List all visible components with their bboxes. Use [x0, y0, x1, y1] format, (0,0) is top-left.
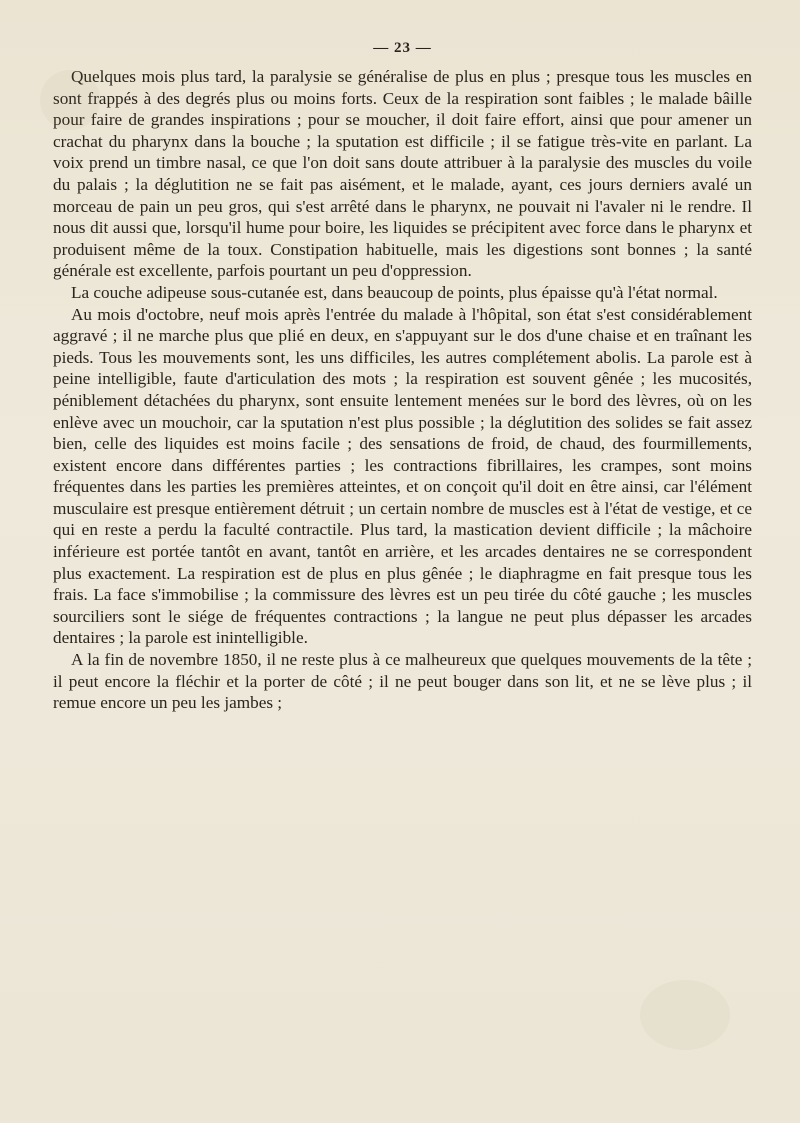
- paper-stain: [640, 980, 730, 1050]
- paragraph: Au mois d'octobre, neuf mois après l'entrée du malade à l'hôpital, son état s'est considérablement aggravé ; il ne marche plus que plié en deux, en s'appuyant sur le dos d'une chaise et en traînant les pieds. Tous les mouvements sont, les uns difficiles, les autres complétement abolis. La parole est à peine intelligible, faute d'articulation des mots ; la respiration est souvent gênée ; les mucosités, péniblement détachées du pharynx, sont ensuite lentement menées sur le bord des lèvres, où on les enlève avec un mouchoir, car la sputation n'est plus possible ; la déglutition des solides se fait assez bien, celle des liquides est moins facile ; des sensations de froid, de chaud, des fourmillements, existent encore dans différentes parties ; les contractions fibrillaires, les crampes, sont moins fréquentes dans les parties les premières atteintes, et on conçoit qu'il doit en être ainsi, car l'élément musculaire est presque entièrement détruit ; un certain nombre de muscles est à l'état de vestige, et ce qui en reste a perdu la faculté contractile. Plus tard, la mastication devient difficile ; la mâchoire inférieure est portée tantôt en avant, tantôt en arrière, et les arcades dentaires ne se correspondent plus exactement. La respiration est de plus en plus gênée ; le diaphragme en fait presque tous les frais. La face s'immobilise ; la commissure des lèvres est un peu tirée du côté gauche ; les muscles sourciliers sont le siége de fréquentes contractions ; la langue ne peut plus dépasser les arcades dentaires ; la parole est inintelligible.: [53, 304, 752, 648]
- paper-stain: [40, 70, 100, 130]
- paragraph: A la fin de novembre 1850, il ne reste plus à ce malheureux que quelques mouvements de la tête ; il peut encore la fléchir et la porter de côté ; il ne peut bouger dans son lit, et ne se lève plus ; il remue encore un peu les jambes ;: [53, 650, 752, 713]
- page-number: — 23 —: [373, 40, 432, 56]
- paragraph: Quelques mois plus tard, la paralysie se généralise de plus en plus ; presque tous les muscles en sont frappés à des degrés plus ou moins forts. Ceux de la respiration sont faibles ; le malade bâille pour faire de grandes inspirations ; pour se moucher, il doit faire effort, ainsi que pour amener un crachat du pharynx dans la bouche ; la sputation est difficile ; il se fatigue très-vite en parlant. La voix prend un timbre nasal, ce que l'on doit sans doute attribuer à la paralysie des muscles du voile du palais ; la déglutition ne se fait pas aisément, et le malade, ayant, ces jours derniers avalé un morceau de pain un peu gros, qui s'est arrêté dans le pharynx, ne pouvait ni l'avaler ni le rendre. Il nous dit aussi que, lorsqu'il hume pour boire, les liquides se précipitent avec force dans le pharynx et produisent même de la toux. Constipation habituelle, mais les digestions sont bonnes ; la santé générale est excellente, parfois pourtant un peu d'oppression.: [53, 67, 752, 281]
- page-body: [53, 66, 752, 714]
- paragraph: La couche adipeuse sous-cutanée est, dans beaucoup de points, plus épaisse qu'à l'état normal.: [71, 282, 718, 302]
